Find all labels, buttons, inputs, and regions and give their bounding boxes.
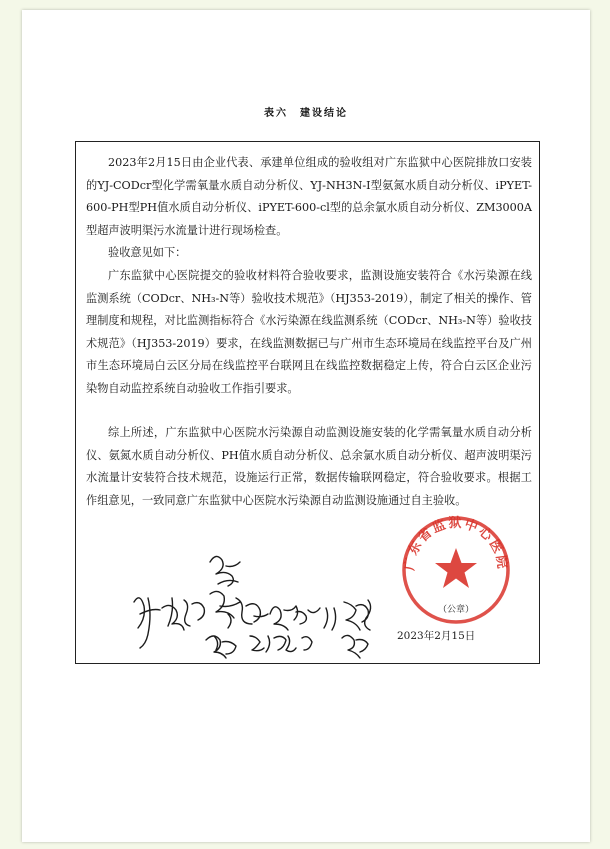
document-page: [22, 10, 590, 842]
document-title: 表六 建设结论: [264, 108, 348, 119]
official-seal: [398, 512, 514, 628]
paragraph-opinion-heading: 验收意见如下：: [108, 246, 187, 259]
seal-subtext: （公章）: [437, 605, 475, 615]
signature-area: [22, 10, 590, 842]
handwritten-signatures: [22, 10, 590, 842]
svg-text:广东省监狱中心医院: 广东省监狱中心医院: [402, 516, 510, 572]
paragraph-inspection: 2023年2月15日由企业代表、承建单位组成的验收组对广东监狱中心医院排放口安装的YJ-CODcr型化学需氧量水质自动分析仪、YJ-NH3N-I型氨氮水质自动分析仪、iPYET-600-PH型PH值水质自动分析仪、iPYET-600-cl型的总余氯水质自动分析仪、ZM3000A型超声波明渠污水流量计进行现场检查。: [86, 156, 532, 237]
paragraph-summary: 综上所述，广东监狱中心医院水污染源自动监测设施安装的化学需氧量水质自动分析仪、氨氮水质自动分析仪、PH值水质自动分析仪、总余氯水质自动分析仪、超声波明渠污水流量计安装符合技术规范，设施运行正常，数据传输联网稳定，符合验收要求。根据工作组意见，一致同意广东监狱中心医院水污染源自动监测设施通过自主验收。: [86, 426, 532, 507]
signing-date: 2023年2月15日: [397, 630, 476, 642]
paragraph-opinion: 广东监狱中心医院提交的验收材料符合验收要求，监测设施安装符合《水污染源在线监测系统（CODcr、NH₃-N等）验收技术规范》（HJ353-2019），制定了相关的操作、管理制度和规程，对比监测指标符合《水污染源在线监测系统（CODcr、NH₃-N等）验收技术规范》（HJ353-2019）要求，在线监测数据已与广州市生态环境局在线监控平台及广州市生态环境局白云区分局在线监控平台联网且在线监控数据稳定上传，符合白云区企业污染物自动监控系统自动验收工作指引要求。: [86, 269, 532, 395]
